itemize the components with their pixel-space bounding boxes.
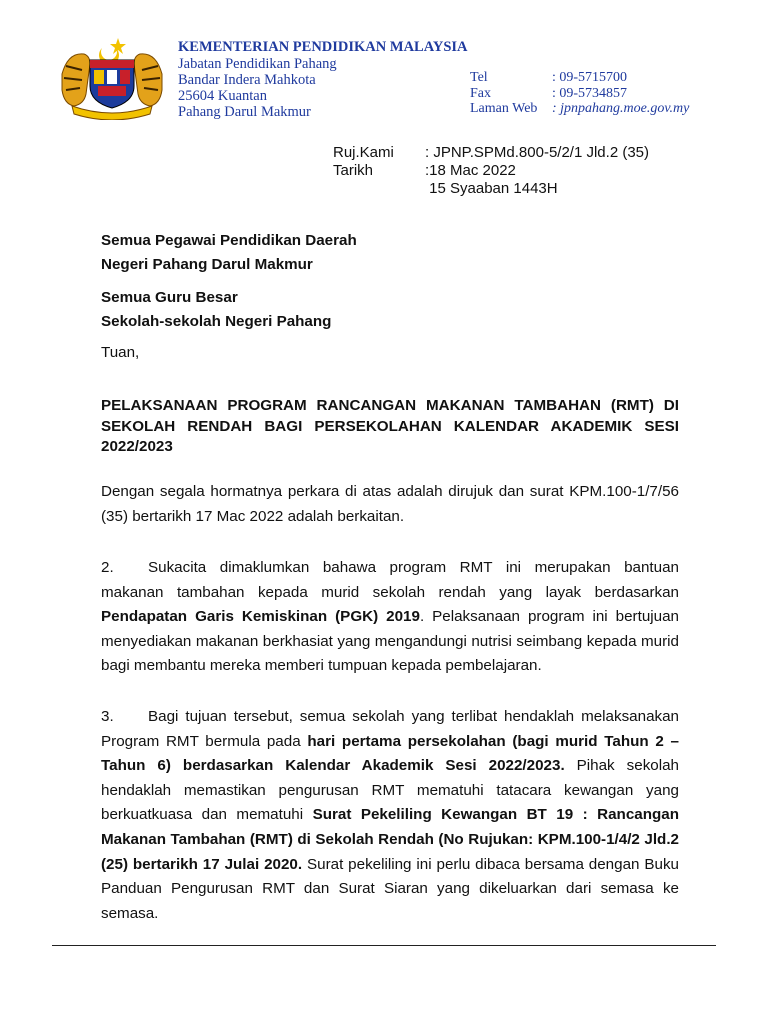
contact-value: : 09-5715700 — [552, 70, 628, 85]
salutation: Tuan, — [101, 344, 140, 361]
contact-value: : 09-5734857 — [552, 85, 628, 101]
ministry-name: KEMENTERIAN PENDIDIKAN MALAYSIA — [178, 39, 468, 55]
contact-web — [470, 101, 689, 117]
recipient-block — [101, 229, 357, 277]
footer-divider — [52, 945, 716, 946]
reference-block — [333, 144, 649, 198]
recipient-line: Semua Guru Besar — [101, 289, 238, 306]
address-line: Bandar Indera Mahkota — [178, 72, 316, 88]
paragraph-2 — [101, 556, 679, 679]
paragraph-emphasis: Surat Pekeliling Kewangan BT 19 : Rancangan Makanan Tambahan (RMT) di Sekolah Rendah (No Rujukan: KPM.100-1/4/2 Jld.2 (25) bertarikh 17 Julai 2020. — [101, 806, 679, 873]
paragraph-emphasis: hari pertama persekolahan (bagi murid Tahun 2 – Tahun 6) berdasarkan Kalendar Akademik Sesi 2022/2023. — [101, 732, 679, 775]
paragraph-text: Surat pekeliling ini perlu dibaca bersama dengan Buku Panduan Pengurusan RMT dan Surat Siaran yang dikeluarkan dari semasa ke semasa. — [101, 855, 679, 922]
date-label: Tarikh — [333, 162, 374, 179]
address-line: 25604 Kuantan — [178, 88, 267, 104]
website-link[interactable]: : jpnpahang.moe.gov.my — [552, 101, 690, 116]
address-line: Pahang Darul Makmur — [178, 104, 311, 120]
recipient-line: Semua Pegawai Pendidikan Daerah — [101, 232, 357, 249]
contact-tel — [470, 70, 689, 86]
paragraph-emphasis: Pendapatan Garis Kemiskinan (PGK) 2019 — [101, 608, 420, 626]
paragraph-number: 2. — [101, 559, 114, 576]
hijri-date-label — [333, 180, 425, 198]
letterhead — [178, 38, 468, 120]
recipient-block — [101, 286, 331, 334]
recipient-line: Sekolah-sekolah Negeri Pahang — [101, 313, 332, 330]
coat-of-arms-logo — [58, 34, 166, 120]
letter-subject: PELAKSANAAN PROGRAM RANCANGAN MAKANAN TAMBAHAN (RMT) DI SEKOLAH RENDAH BAGI PERSEKOLAHAN KALENDAR AKADEMIK SESI 2022/2023 — [101, 397, 679, 455]
contact-label: Fax — [470, 85, 491, 101]
reference-value: : JPNP.SPMd.800-5/2/1 Jld.2 (35) — [425, 144, 650, 161]
reference-label: Ruj.Kami — [333, 144, 394, 161]
hijri-date-value: 15 Syaaban 1443H — [425, 180, 558, 197]
contact-label: Laman Web — [470, 101, 538, 116]
contact-block — [470, 70, 689, 117]
reference-row — [333, 144, 649, 162]
contact-label: Tel — [470, 70, 488, 85]
paragraph-text: Bagi tujuan tersebut, semua sekolah yang terlibat hendaklah melaksanakan Program RMT bermula pada — [101, 708, 679, 750]
paragraph-text: Sukacita dimaklumkan bahawa program RMT ini merupakan bantuan makanan tambahan kepada murid sekolah rendah yang layak berdasarkan — [101, 559, 679, 601]
paragraph-text: . Pelaksanaan program ini bertujuan menyediakan makanan berkhasiat yang mengandungi nutrisi seimbang kepada murid bagi membantu mereka memberi tumpuan kepada pembelajaran. — [101, 608, 679, 675]
recipient-line: Negeri Pahang Darul Makmur — [101, 256, 313, 273]
contact-fax — [470, 86, 689, 102]
paragraph-number: 3. — [101, 708, 114, 725]
intro-paragraph: Dengan segala hormatnya perkara di atas adalah dirujuk dan surat KPM.100-1/7/56 (35) bertarikh 17 Mac 2022 adalah berkaitan. — [101, 483, 679, 525]
paragraph-3 — [101, 705, 679, 926]
paragraph-text: Pihak sekolah hendaklah memastikan pengurusan RMT mematuhi tatacara kewangan yang berkuatkuasa dan mematuhi — [101, 757, 679, 824]
date-value: :18 Mac 2022 — [425, 162, 516, 179]
hijri-date-row — [333, 180, 649, 198]
address-line: Jabatan Pendidikan Pahang — [178, 56, 337, 72]
date-row — [333, 162, 649, 180]
